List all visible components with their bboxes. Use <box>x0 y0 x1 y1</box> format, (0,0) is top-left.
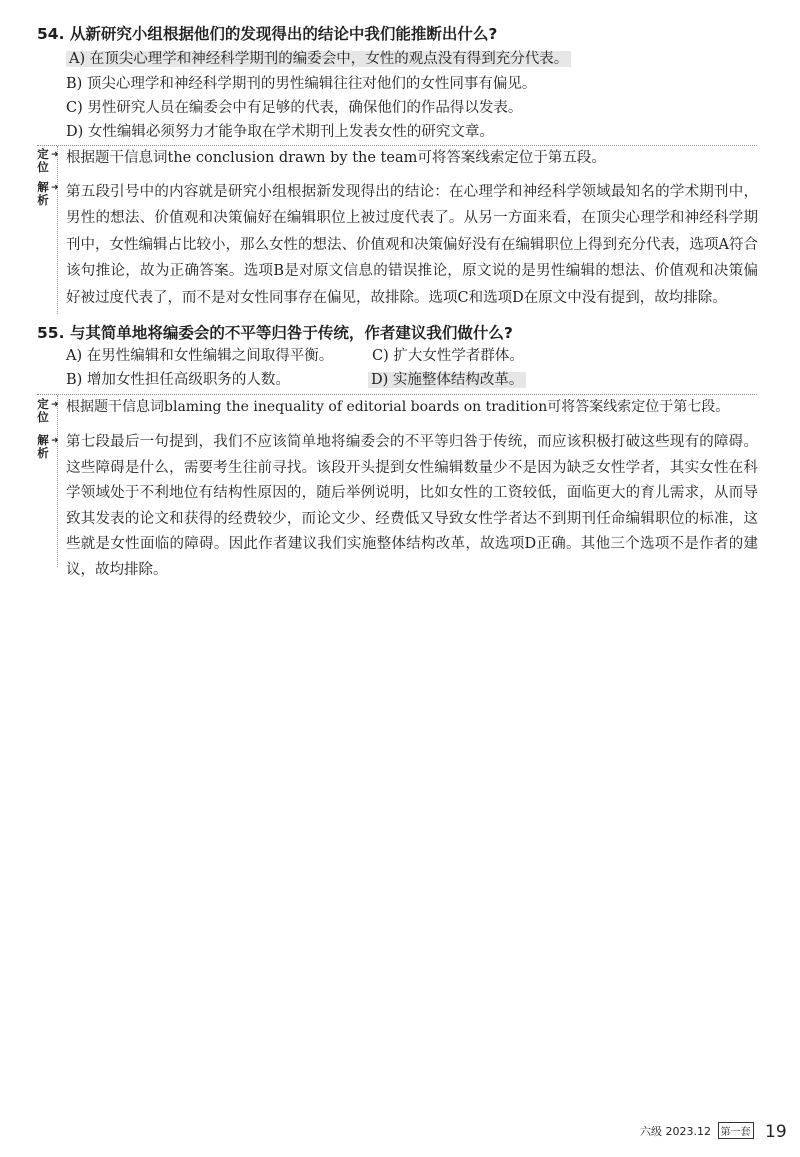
arrow-icon: ➜ <box>51 183 59 193</box>
q54-option-c: C) 男性研究人员在编委会中有足够的代表，确保他们的作品得以发表。 <box>66 100 523 116</box>
footer-exam: 六级 <box>640 1125 662 1138</box>
footer-set: 第一套 <box>718 1122 754 1139</box>
q55-option-c: C) 扩大女性学者群体。 <box>372 348 524 364</box>
q55-analysis-label: 解 析 ➜ <box>37 433 59 460</box>
q54-locate-label: 定 位 ➜ <box>37 147 59 174</box>
arrow-icon: ➜ <box>51 150 59 160</box>
q54-option-a <box>66 47 571 71</box>
question-55-title: 55. 与其简单地将编委会的不平等归咎于传统，作者建议我们做什么? <box>37 324 513 342</box>
question-54-title: 54. 从新研究小组根据他们的发现得出的结论中我们能推断出什么? <box>37 25 498 43</box>
q55-locate-label: 定 位 ➜ <box>37 397 59 424</box>
q54-analysis-label: 解 析 ➜ <box>37 180 59 207</box>
footer-date: 2023.12 <box>665 1125 711 1138</box>
page-footer <box>640 1122 787 1142</box>
q55-option-d <box>368 368 526 392</box>
q55-analysis-text: 第七段最后一句提到，我们不应该简单地将编委会的不平等归咎于传统，而应该积极打破这些现有的障碍。这些障碍是什么，需要考生往前寻找。该段开头提到女性编辑数量少不是因为缺乏女性学者，其实女性在科学领域处于不利地位有结构性原因的，随后举例说明，比如女性的工资较低，面临更大的育儿需求，从而导致其发表的论文和获得的经费较少，而论文少、经费低又导致女性学者达不到期刊任命编辑职位的标准，这些就是女性面临的障碍。因此作者建议我们实施整体结构改革，故选项D正确。其他三个选项不是作者的建议，故均排除。 <box>66 434 758 578</box>
q55-option-b: B) 增加女性担任高级职务的人数。 <box>66 372 290 388</box>
q54-option-b: B) 顶尖心理学和神经科学期刊的男性编辑往往对他们的女性同事有偏见。 <box>66 76 537 92</box>
q54-locate-text: 根据题干信息词the conclusion drawn by the team可将答案线索定位于第五段。 <box>66 150 606 166</box>
q54-analysis-text: 第五段引号中的内容就是研究小组根据新发现得出的结论：在心理学和神经科学领域最知名的学术期刊中，男性的想法、价值观和决策偏好在编辑职位上被过度代表了。从另一方面来看，在顶尖心理学和神经科学期刊中，女性编辑占比较小，那么女性的想法、价值观和决策偏好没有在编辑职位上得到充分代表，选项A符合该句推论，故为正确答案。选项B是对原文信息的错误推论，原文说的是男性编辑的想法、价值观和决策偏好被过度代表了，而不是对女性同事存在偏见，故排除。选项C和选项D在原文中没有提到，故均排除。 <box>66 184 758 306</box>
arrow-icon: ➜ <box>51 400 59 410</box>
page-number: 19 <box>765 1122 787 1142</box>
q55-option-d-highlight: D) 实施整体结构改革。 <box>368 372 526 388</box>
q55-option-a: A) 在男性编辑和女性编辑之间取得平衡。 <box>66 348 334 364</box>
q55-locate-text: 根据题干信息词blaming the inequality of editorial boards on tradition可将答案线索定位于第七段。 <box>66 399 730 415</box>
q54-option-d: D) 女性编辑必须努力才能争取在学术期刊上发表女性的研究文章。 <box>66 124 494 140</box>
arrow-icon: ➜ <box>51 436 59 446</box>
q54-option-a-highlight: A) 在顶尖心理学和神经科学期刊的编委会中，女性的观点没有得到充分代表。 <box>66 51 571 67</box>
